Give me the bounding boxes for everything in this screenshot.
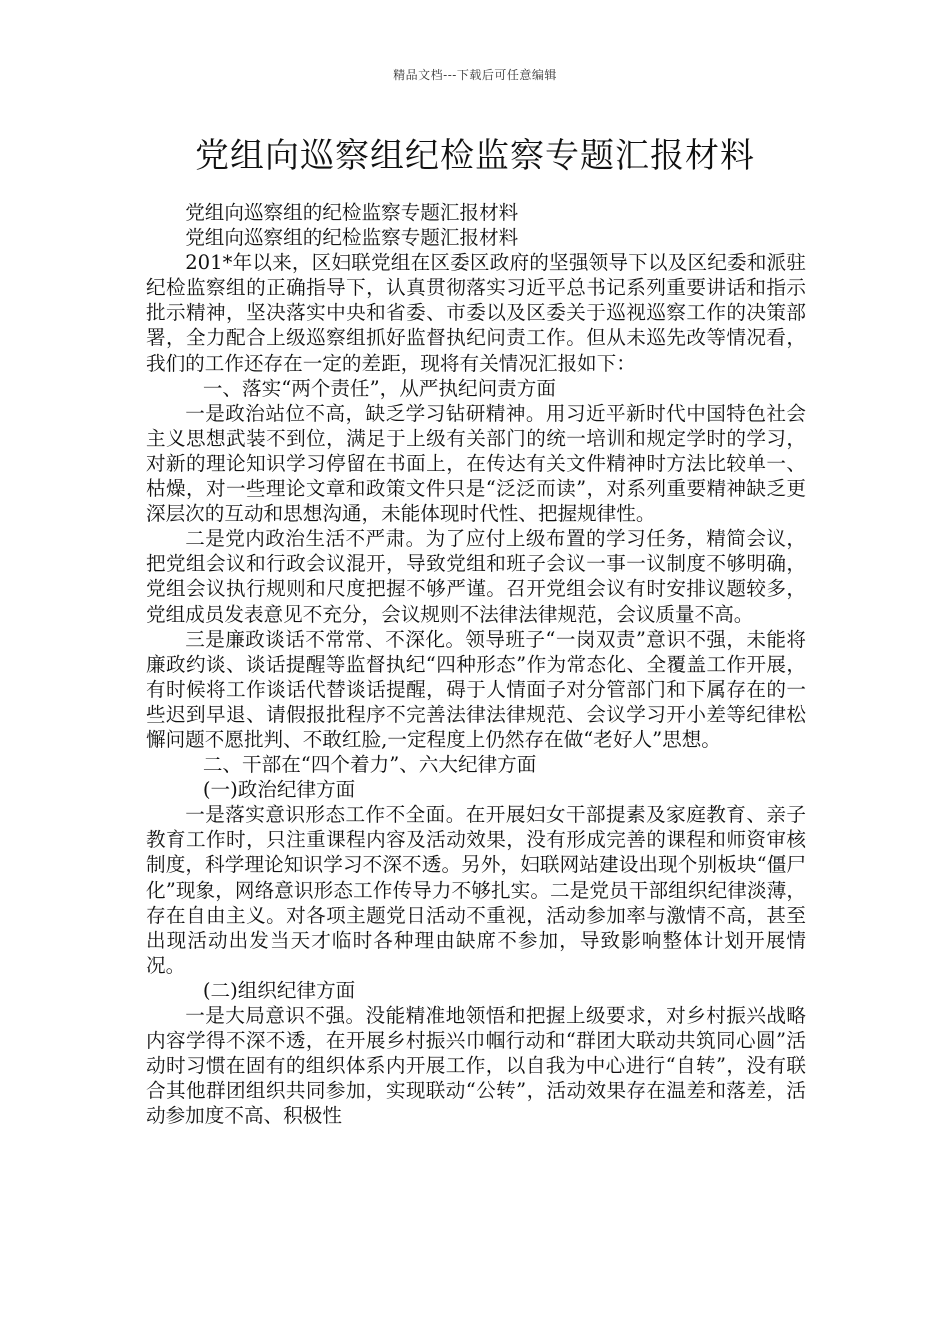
paragraph-subtitle-1: 党组向巡察组的纪检监察专题汇报材料 [185,201,519,224]
document-body [146,200,806,1128]
paragraph-subtitle-2: 党组向巡察组的纪检监察专题汇报材料 [185,226,519,250]
paragraph-integrity-talks: 三是廉政谈话不常常、不深化。领导班子“一岗双责”意识不强，未能将廉政约谈、谈话提醒等监督执纪“四种形态”作为常态化、全覆盖工作开展，有时候将工作谈话代替谈话提醒，碍于人情面子对分管部门和下属存在的一些迟到早退、请假报批程序不完善法律法律规范、会议学习开小差等纪律松懈问题不愿批判、不敢红脸,一定程度上仍然存在做“老好人”思想。 [146,627,806,751]
section-heading-2: 二、干部在“四个着力”、六大纪律方面 [202,753,537,777]
section-heading-1: 一、落实“两个责任”，从严执纪问责方面 [202,376,556,400]
paragraph-ideology: 一是落实意识形态工作不全面。在开展妇女干部提素及家庭教育、亲子教育工作时，只注重课程内容及活动效果，没有形成完善的课程和师资审核制度，科学理论知识学习不深不透。另外，妇联网站建设出现个别板块“僵尸化”现象，网络意识形态工作传导力不够扎实。二是党员干部组织纪律淡薄，存在自由主义。对各项主题党日活动不重视，活动参加率与激情不高，甚至出现活动出发当天才临时各种理由缺席不参加，导致影响整体计划开展情况。 [146,803,806,977]
paragraph-party-life: 二是党内政治生活不严肃。为了应付上级布置的学习任务，精简会议，把党组会议和行政会议混开，导致党组和班子会议一事一议制度不够明确，党组会议执行规则和尺度把握不够严谨。召开党组会议有时安排议题较多，党组成员发表意见不充分，会议规则不法律法律规范，会议质量不高。 [146,527,806,626]
paragraph-political-stance: 一是政治站位不高，缺乏学习钻研精神。用习近平新时代中国特色社会主义思想武装不到位，满足于上级有关部门的统一培训和规定学时的学习，对新的理论知识学习停留在书面上，在传达有关文件精神时方法比较单一、枯燥，对一些理论文章和政策文件只是“泛泛而读”，对系列重要精神缺乏更深层次的互动和思想沟通，未能体现时代性、把握规律性。 [146,401,806,526]
paragraph-intro: 201*年以来，区妇联党组在区委区政府的坚强领导下以及区纪委和派驻纪检监察组的正确指导下，认真贯彻落实习近平总书记系列重要讲话和指示批示精神，坚决落实中央和省委、市委以及区委关于巡视巡察工作的决策部署，全力配合上级巡察组抓好监督执纪问责工作。但从未巡先改等情况看，我们的工作还存在一定的差距，现将有关情况汇报如下： [146,251,806,375]
header-note: 精品文档---下载后可任意编辑 [393,68,557,82]
subsection-heading-political: (一)政治纪律方面 [202,778,356,802]
document-title: 党组向巡察组纪检监察专题汇报材料 [195,136,755,176]
subsection-heading-organization: (二)组织纪律方面 [202,978,356,1002]
paragraph-overall-awareness: 一是大局意识不强。没能精准地领悟和把握上级要求，对乡村振兴战略内容学得不深不透，在开展乡村振兴巾帼行动和“群团大联动共筑同心圆”活动时习惯在固有的组织体系内开展工作，以自我为中心进行“自转”，没有联合其他群团组织共同参加，实现联动“公转”，活动效果存在温差和落差，活动参加度不高、积极性 [146,1004,806,1128]
